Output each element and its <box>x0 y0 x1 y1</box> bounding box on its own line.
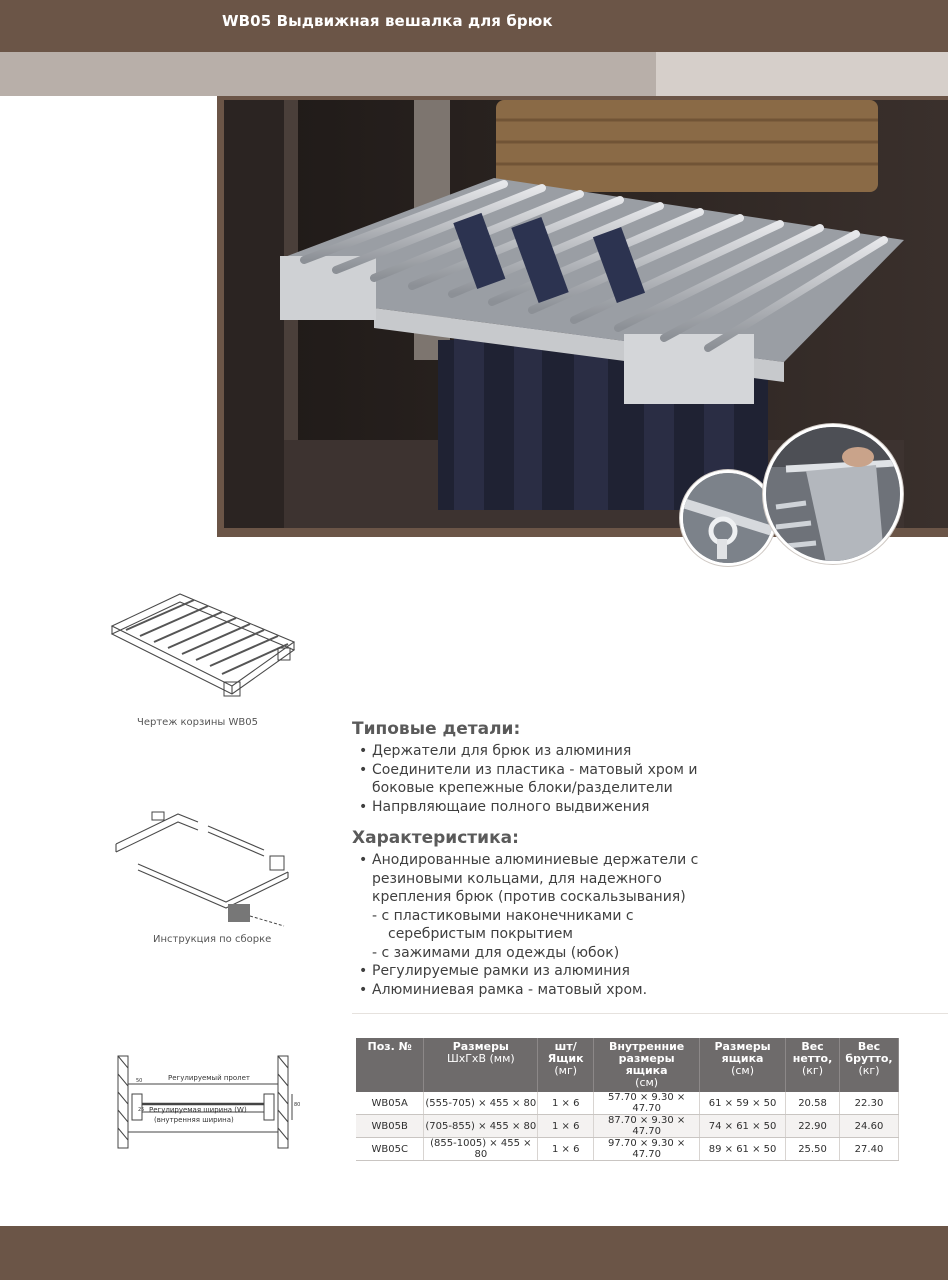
section-divider <box>352 1013 948 1014</box>
table-cell: 20.58 <box>786 1092 840 1115</box>
list-item: резиновыми кольцами, для надежного <box>372 870 662 887</box>
table-cell: (705-855) × 455 × 80 <box>424 1115 538 1138</box>
table-cell: WB05A <box>356 1092 424 1115</box>
hand-pulling-rack-illustration <box>766 427 903 564</box>
table-cell: (855-1005) × 455 × 80 <box>424 1138 538 1161</box>
assembly-drawing-svg <box>108 808 298 936</box>
list-item: • Анодированные алюминиевые держатели с <box>352 851 772 870</box>
table-header-cell: Вес нетто, (кг) <box>786 1038 840 1092</box>
typical-details-section <box>352 719 772 816</box>
table-cell: 1 × 6 <box>538 1138 594 1161</box>
table-cell: 25.50 <box>786 1138 840 1161</box>
list-item: • Регулируемые рамки из алюминия <box>352 962 772 981</box>
dimension-side-b: 25 <box>138 1107 145 1113</box>
basket-caption: Чертеж корзины WB05 <box>137 717 258 728</box>
table-header-cell: Вес брутто, (кг) <box>840 1038 899 1092</box>
characteristics-list <box>352 851 772 999</box>
table-cell: WB05C <box>356 1138 424 1161</box>
table-header-row <box>356 1038 899 1092</box>
list-item: крепления брюк (против соскальзывания) <box>372 889 686 905</box>
list-item: - с пластиковыми наконечниками с <box>372 907 634 924</box>
list-item: боковые крепежные блоки/разделители <box>372 780 673 796</box>
basket-drawing-svg <box>108 586 298 708</box>
dimension-width-label: Регулируемая ширина (W) <box>149 1106 247 1114</box>
table-cell: 57.70 × 9.30 × 47.70 <box>594 1092 700 1115</box>
table-row <box>356 1138 899 1161</box>
clip-detail-photo <box>680 470 776 566</box>
table-cell: 74 × 61 × 50 <box>700 1115 786 1138</box>
characteristics-heading: Характеристика: <box>352 828 519 848</box>
list-item: • Соединители из пластика - матовый хром и <box>352 761 772 780</box>
table-header-cell: Внутренние размеры ящика (см) <box>594 1038 700 1092</box>
assembly-drawing <box>108 808 298 936</box>
table-header-cell: шт/Ящик (мг) <box>538 1038 594 1092</box>
list-item: серебристым покрытием <box>388 926 573 942</box>
list-item: • Алюминиевая рамка - матовый хром. <box>352 981 772 1000</box>
title-band <box>0 52 948 96</box>
table-cell: 22.30 <box>840 1092 899 1115</box>
table-cell: (555-705) × 455 × 80 <box>424 1092 538 1115</box>
dimension-side-a: 50 <box>136 1078 143 1084</box>
typical-details-list <box>352 742 772 816</box>
table-cell: 24.60 <box>840 1115 899 1138</box>
hand-pulling-rack-photo <box>763 424 903 564</box>
dimension-inner-label: (внутренняя ширина) <box>154 1116 234 1124</box>
table-cell: 61 × 59 × 50 <box>700 1092 786 1115</box>
table-row <box>356 1092 899 1115</box>
table-header-cell: Размеры ШхГхВ (мм) <box>424 1038 538 1092</box>
spec-table <box>356 1038 899 1161</box>
basket-drawing <box>108 586 298 708</box>
bottom-band <box>0 1226 948 1280</box>
list-item: - с зажимами для одежды (юбок) <box>372 944 620 961</box>
dimension-span-label: Регулируемый пролет <box>168 1074 251 1082</box>
characteristics-section <box>352 828 772 999</box>
clip-detail-illustration <box>683 473 776 566</box>
dimension-drawing <box>116 1054 306 1150</box>
table-header-cell: Размеры ящика (см) <box>700 1038 786 1092</box>
table-cell: 97.70 × 9.30 × 47.70 <box>594 1138 700 1161</box>
assembly-caption: Инструкция по сборке <box>153 934 272 945</box>
table-cell: 87.70 × 9.30 × 47.70 <box>594 1115 700 1138</box>
table-row <box>356 1115 899 1138</box>
list-item: • Держатели для брюк из алюминия <box>352 742 772 761</box>
table-cell: 89 × 61 × 50 <box>700 1138 786 1161</box>
table-header-cell: Поз. № <box>356 1038 424 1092</box>
page-title: WB05 Выдвижная вешалка для брюк <box>222 12 553 30</box>
table-cell: 27.40 <box>840 1138 899 1161</box>
dimension-drawing-svg <box>116 1054 306 1150</box>
table-cell: WB05B <box>356 1115 424 1138</box>
table-cell: 22.90 <box>786 1115 840 1138</box>
table-cell: 1 × 6 <box>538 1115 594 1138</box>
title-band-light <box>656 52 948 96</box>
list-item: • Напрвляющаие полного выдвижения <box>352 798 772 817</box>
table-cell: 1 × 6 <box>538 1092 594 1115</box>
typical-details-heading: Типовые детали: <box>352 719 521 739</box>
dimension-depth-label: 80 <box>294 1102 301 1108</box>
